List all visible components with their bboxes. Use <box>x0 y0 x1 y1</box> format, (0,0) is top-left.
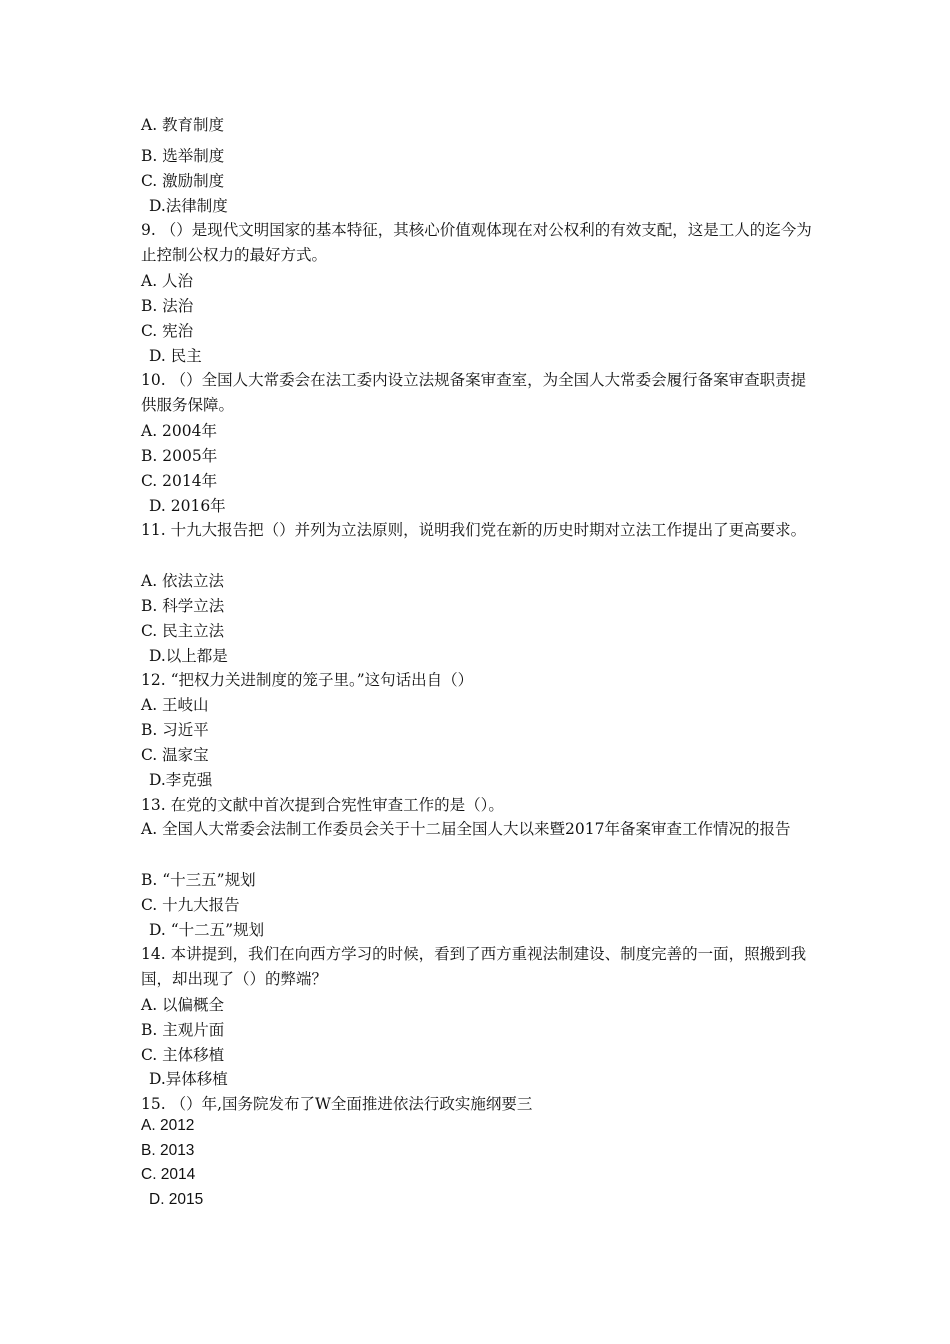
option-line: B. 科学立法 <box>141 597 225 615</box>
option-line: D.李克强 <box>149 771 213 789</box>
option-line: C. 宪治 <box>141 322 194 340</box>
option-line: C. 主体移植 <box>141 1046 225 1064</box>
option-line: B. 2013 <box>141 1142 195 1159</box>
option-line: B. 选举制度 <box>141 147 225 165</box>
option-line: B. 2005年 <box>141 447 218 465</box>
option-line: A. 王岐山 <box>141 696 209 714</box>
option-line: A. 2004年 <box>141 422 217 440</box>
question-9: 9. （）是现代文明国家的基本特征，其核心价值观体现在对公权利的有效支配，这是工人的迄今为止控制公权力的最好方式。 <box>141 221 812 264</box>
option-line: D.以上都是 <box>149 647 228 665</box>
option-line: A. 以偏概全 <box>141 996 225 1014</box>
option-line: D. 2016年 <box>149 497 226 515</box>
option-line: C. 十九大报告 <box>141 896 240 914</box>
option-line: B. 习近平 <box>141 721 209 739</box>
question-12: 12. “把权力关进制度的笼子里。”这句话出自（） <box>141 671 474 689</box>
question-14: 14. 本讲提到，我们在向西方学习的时候，看到了西方重视法制建设、制度完善的一面，照搬到我国，却出现了（）的弊端？ <box>141 945 807 988</box>
option-line: C. 温家宝 <box>141 746 209 764</box>
option-line: A. 依法立法 <box>141 572 225 590</box>
question-15: 15. （）年,国务院发布了W全面推进依法行政实施纲要三 <box>141 1095 533 1113</box>
option-line: C. 2014 <box>141 1166 196 1183</box>
option-line: C. 激励制度 <box>141 172 225 190</box>
question-13: 13. 在党的文献中首次提到合宪性审查工作的是（）。 <box>141 796 504 814</box>
option-line: B. 主观片面 <box>141 1021 225 1039</box>
option-line: B. “十三五”规划 <box>141 871 256 889</box>
question-11: 11. 十九大报告把（）并列为立法原则，说明我们党在新的历史时期对立法工作提出了更高要求。 <box>141 521 807 539</box>
option-line: A. 教育制度 <box>141 116 225 134</box>
option-line: D. 民主 <box>149 347 202 365</box>
option-line: A. 人治 <box>141 272 194 290</box>
option-line: D.异体移植 <box>149 1070 228 1088</box>
option-line: A. 全国人大常委会法制工作委员会关于十二届全国人大以来暨2017年备案审查工作情况的报告 <box>141 820 791 838</box>
option-line: B. 法治 <box>141 297 194 315</box>
option-line: C. 2014年 <box>141 472 218 490</box>
option-line: A. 2012 <box>141 1117 195 1134</box>
option-line: D. “十二五”规划 <box>149 921 265 939</box>
question-10: 10. （）全国人大常委会在法工委内设立法规备案审查室，为全国人大常委会履行备案审查职责提供服务保障。 <box>141 371 807 414</box>
option-line: C. 民主立法 <box>141 622 225 640</box>
option-line: D. 2015 <box>149 1191 204 1208</box>
option-line: D.法律制度 <box>149 197 228 215</box>
